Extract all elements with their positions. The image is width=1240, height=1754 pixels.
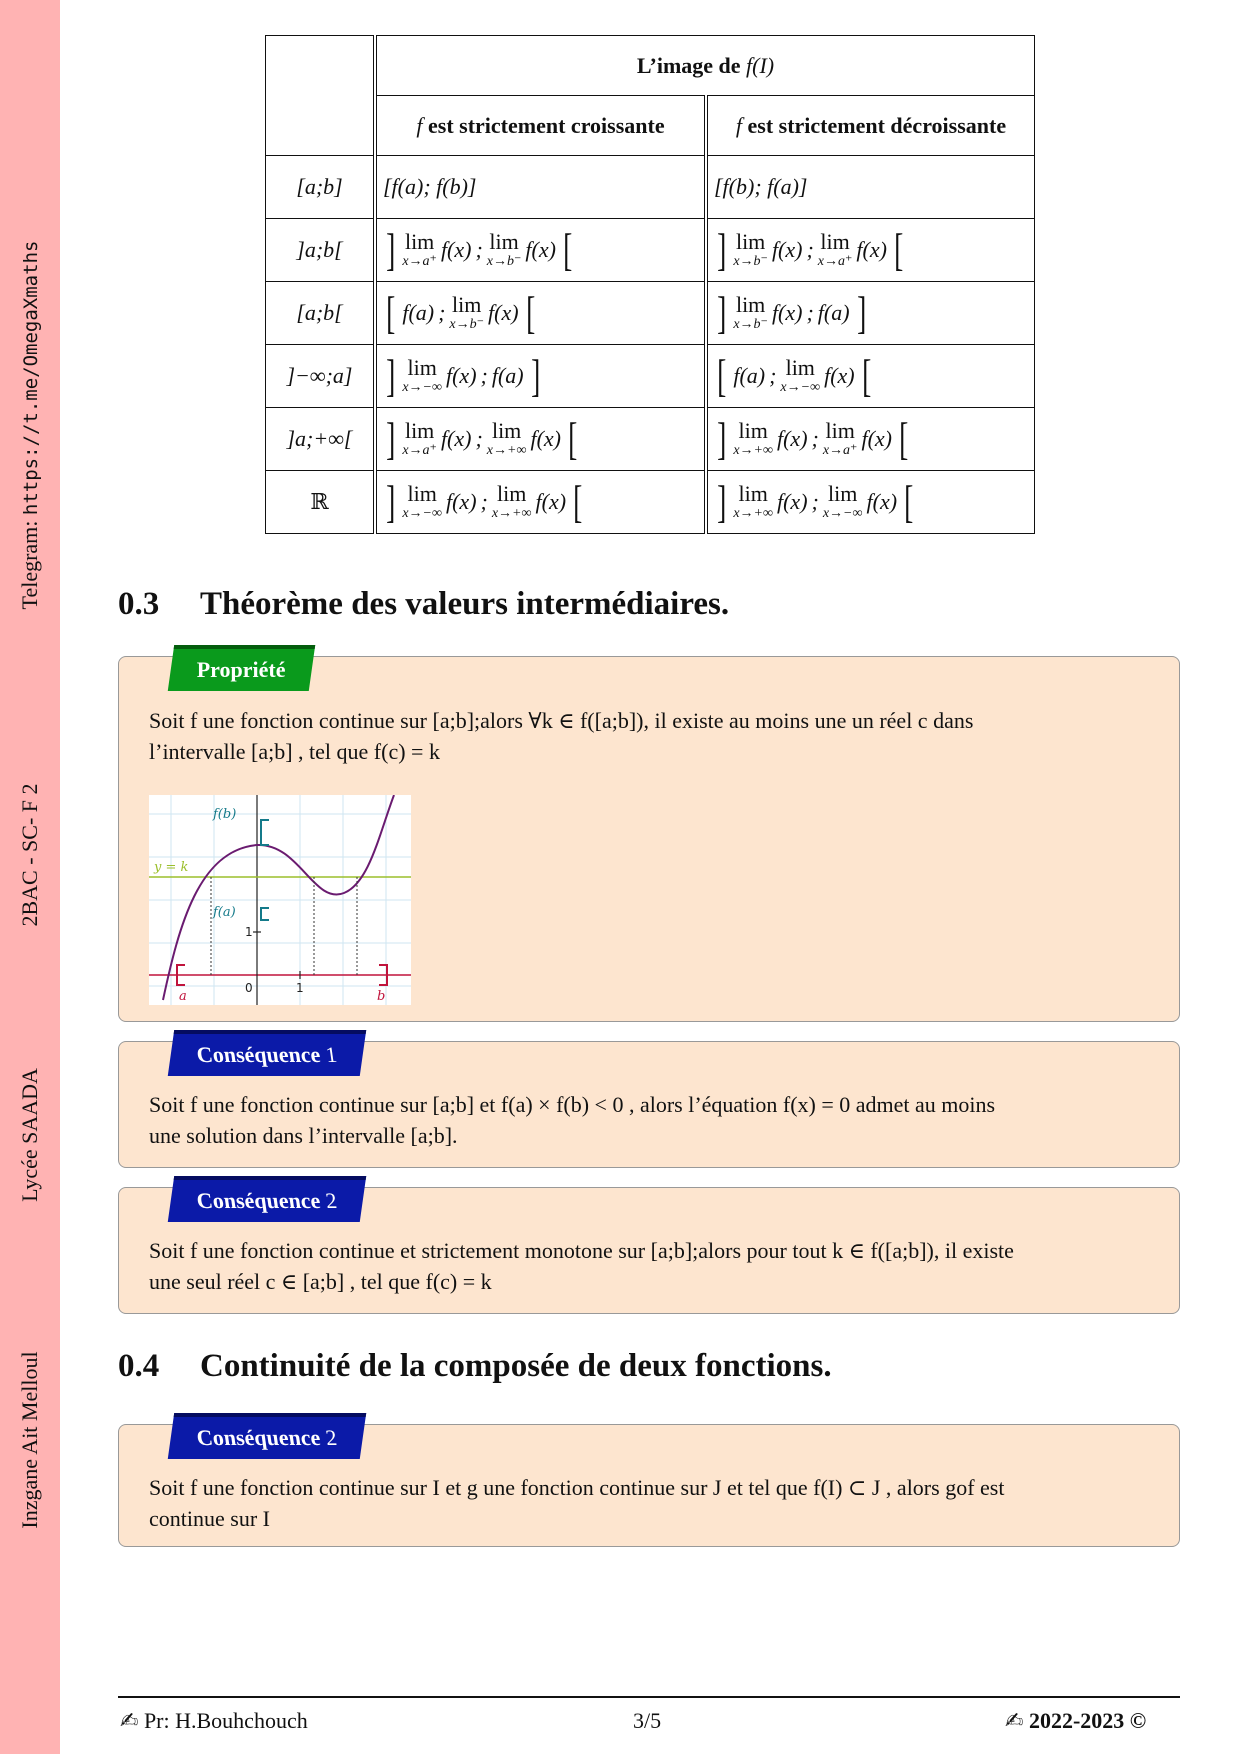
table-title: L’image de f(I) (375, 36, 1035, 96)
table-row (266, 219, 1035, 282)
label-a: a (179, 989, 187, 1004)
label-origin: 0 (245, 981, 253, 995)
dec-cell: ] lim x→+∞ f(x) ; lim x→−∞ f(x) [ (706, 471, 1035, 534)
col-header-increasing: f est strictement croissante (375, 96, 706, 156)
consequence1-text: Soit f une fonction continue sur [a;b] et f(a) × f(b) < 0 , alors l’équation f(x) = 0 admet au moins une solution dans l’intervalle [a;b]. (149, 1092, 996, 1148)
table-row (266, 471, 1035, 534)
propriete-tag: Propriété (168, 645, 315, 691)
inc-cell: ] lim x→−∞ f(x) ; f(a) ] (375, 345, 706, 408)
consequence2-tag: Conséquence 2 (168, 1176, 366, 1222)
table-row (266, 156, 1035, 219)
sidebar (0, 0, 60, 1754)
footer-author: ✍ Pr: H.Bouhchouch (120, 1708, 308, 1734)
pen-icon: ✍ (120, 1709, 139, 1734)
school-label: Lycée SAADA (17, 1068, 42, 1202)
class-label: 2BAC - SC- F 2 (17, 783, 42, 927)
ivt-graph (149, 795, 411, 1005)
inc-cell: ] lim x→a⁺ f(x) ; lim x→+∞ f(x) [ (375, 408, 706, 471)
label-x1: 1 (296, 981, 304, 995)
table-corner (266, 36, 376, 156)
table-row (266, 345, 1035, 408)
consequence3-box (118, 1424, 1180, 1547)
consequence2-box (118, 1187, 1180, 1314)
consequence1-box (118, 1041, 1180, 1168)
image-table (265, 35, 1035, 534)
consequence1-tag: Conséquence 1 (168, 1030, 366, 1076)
dec-cell: ] lim x→+∞ f(x) ; lim x→a⁺ f(x) [ (706, 408, 1035, 471)
inc-cell: ] lim x→−∞ f(x) ; lim x→+∞ f(x) [ (375, 471, 706, 534)
footer-rule (118, 1696, 1180, 1698)
interval-cell: [a;b[ (266, 282, 376, 345)
inc-cell: [ f(a) ; lim x→b⁻ f(x) [ (375, 282, 706, 345)
propriete-text: Soit f une fonction continue sur [a;b];alors ∀k ∈ f([a;b]), il existe au moins une un réel c dans l’intervalle [a;b] , tel que f(c) = k (149, 708, 974, 764)
interval-cell: ]−∞;a] (266, 345, 376, 408)
dec-cell: ] lim x→b⁻ f(x) ; lim x→a⁺ f(x) [ (706, 219, 1035, 282)
section-heading-0-3: 0.3 Théorème des valeurs intermédiaires. (118, 586, 730, 622)
interval-cell: ℝ (266, 471, 376, 534)
consequence3-text: Soit f une fonction continue sur I et g une fonction continue sur J et tel que f(I) ⊂ J , alors gof est continue sur I (149, 1475, 1005, 1531)
page-number: 3/5 (633, 1708, 662, 1733)
propriete-box (118, 656, 1180, 1022)
dec-cell: [ f(a) ; lim x→−∞ f(x) [ (706, 345, 1035, 408)
footer-year: ✍ 2022-2023 © (1005, 1708, 1147, 1734)
consequence2-text: Soit f une fonction continue et strictement monotone sur [a;b];alors pour tout k ∈ f([a;b]), il existe une seul réel c ∈ [a;b] , tel que f(c) = k (149, 1238, 1014, 1294)
label-b: b (377, 989, 386, 1004)
telegram-link[interactable]: Telegram: https://t.me/OmegaXmaths (17, 240, 42, 610)
interval-cell: ]a;+∞[ (266, 408, 376, 471)
consequence3-tag: Conséquence 2 (168, 1413, 366, 1459)
label-fb: f(b) (213, 807, 237, 822)
dec-cell: ] lim x→b⁻ f(x) ; f(a) ] (706, 282, 1035, 345)
pen-icon: ✍ (1005, 1709, 1024, 1734)
label-y1: 1 (245, 925, 253, 939)
inc-cell: [f(a); f(b)] (375, 156, 706, 219)
label-yk: y = k (154, 860, 189, 875)
city-label: Inzgane Ait Melloul (17, 1351, 42, 1529)
label-fa: f(a) (213, 905, 236, 920)
table-row (266, 282, 1035, 345)
interval-cell: ]a;b[ (266, 219, 376, 282)
dec-cell: [f(b); f(a)] (706, 156, 1035, 219)
col-header-decreasing: f est strictement décroissante (706, 96, 1035, 156)
inc-cell: ] lim x→a⁺ f(x) ; lim x→b⁻ f(x) [ (375, 219, 706, 282)
table-row (266, 408, 1035, 471)
section-heading-0-4: 0.4 Continuité de la composée de deux fonctions. (118, 1348, 832, 1384)
interval-cell: [a;b] (266, 156, 376, 219)
